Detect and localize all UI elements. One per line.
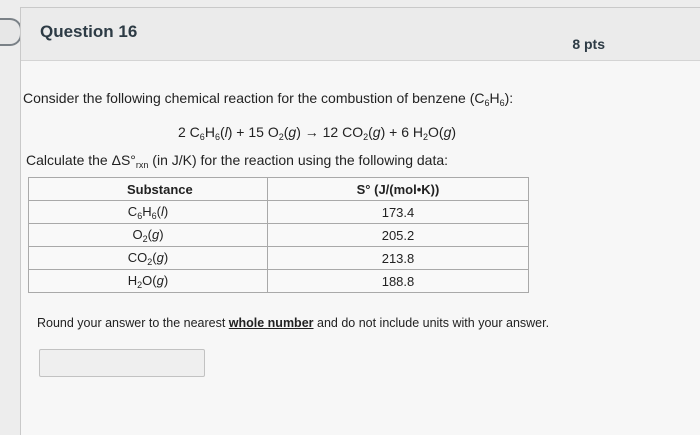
substance-header: Substance: [29, 178, 268, 201]
table-row: [29, 270, 529, 293]
entropy-value-cell: 213.8: [268, 247, 529, 270]
question-flag-marker[interactable]: [0, 18, 22, 46]
question-title: Question 16: [40, 22, 138, 41]
entropy-value-cell: 188.8: [268, 270, 529, 293]
substance-cell: $CO_2(g)$: [29, 247, 268, 270]
substance-cell: $O_2(g)$: [29, 224, 268, 247]
substance-cell: $H_2O(g)$: [29, 270, 268, 293]
rounding-instruction: Round your answer to the nearest whole number and do not include units with your answer.: [37, 316, 550, 330]
answer-input[interactable]: [39, 349, 205, 377]
question-header: [21, 8, 700, 61]
table-row: [29, 201, 529, 224]
table-row: [29, 247, 529, 270]
table-row: [29, 224, 529, 247]
table-header-row: [29, 178, 529, 201]
calculation-prompt: Calculate the $\Delta S^\circ_{rxn}$ (in J/K) for the reaction using the following data:: [26, 152, 449, 170]
question-intro: Consider the following chemical reaction for the combustion of benzene $(C_6H_6)$:: [23, 90, 514, 108]
reaction-equation: 2 $C_6H_6(l) + 15$ $O_2(g) \to 12$ $CO_2(g) + 6$ $H_2O(g)$: [178, 124, 457, 142]
entropy-header: S° (J/(mol•K)): [268, 178, 529, 201]
entropy-data-table: [28, 177, 529, 293]
question-points: 8 pts: [572, 36, 605, 52]
entropy-value-cell: 173.4: [268, 201, 529, 224]
substance-cell: $C_6H_6(l)$: [29, 201, 268, 224]
entropy-value-cell: 205.2: [268, 224, 529, 247]
